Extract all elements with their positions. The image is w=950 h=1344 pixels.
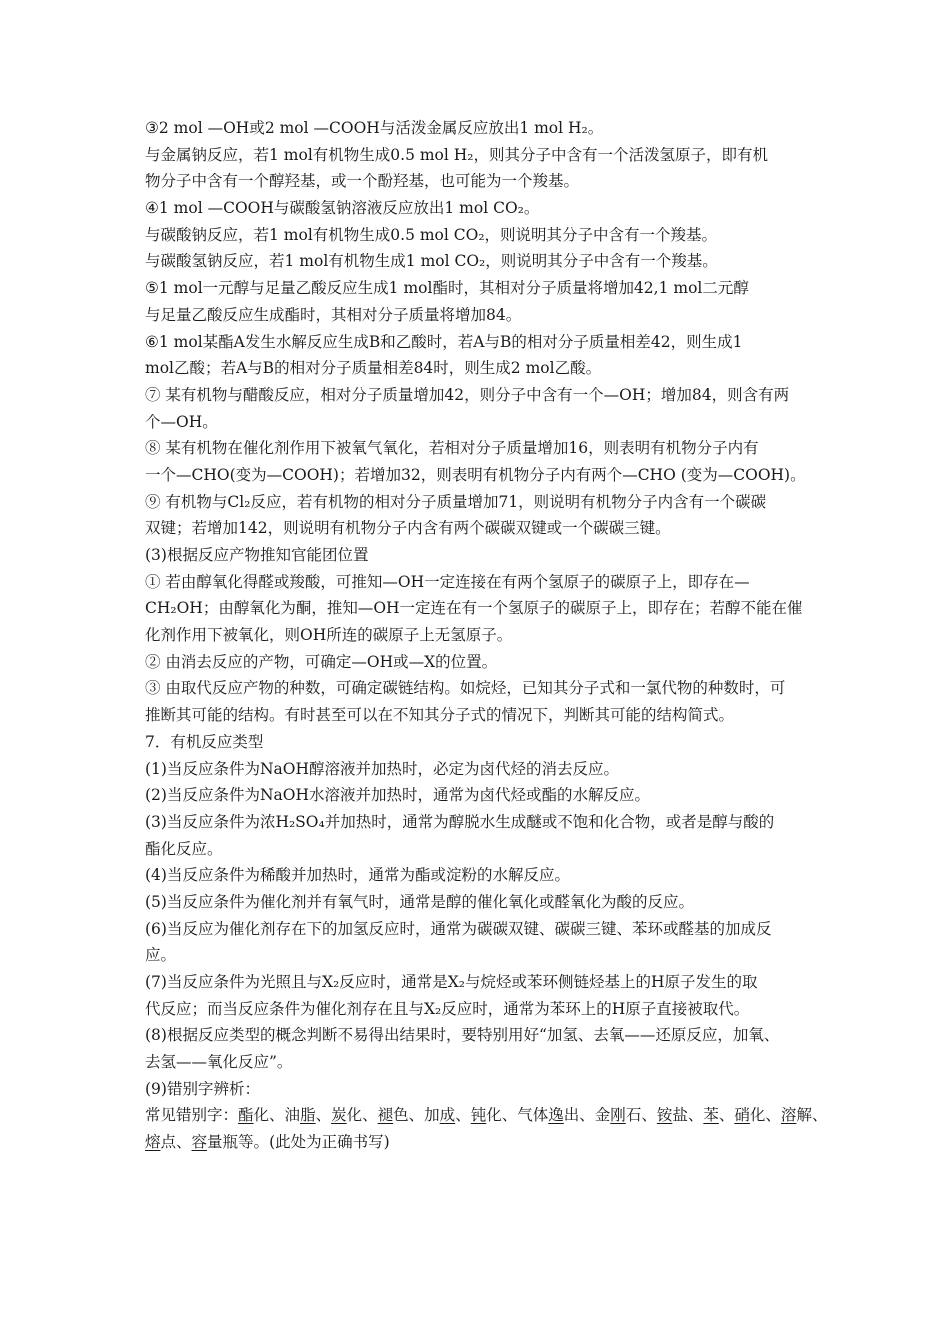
typo-word — [424, 1106, 471, 1124]
typo-word-underlined: 脂 — [300, 1106, 316, 1125]
typo-word-post: 色、 — [393, 1106, 425, 1125]
typo-word — [517, 1106, 595, 1124]
typo-word — [471, 1106, 518, 1124]
text-line: ⑥1 mol某酯A发生水解反应生成B和乙酸时，若A与B的相对分子质量相差42，则生成1 — [145, 332, 743, 351]
text-line: ⑦ 某有机物与醋酸反应，相对分子质量增加42，则分子中含有一个—OH；增加84，则含有两 — [145, 385, 790, 404]
text-line: (8)根据反应类型的概念判断不易得出结果时，要特别用好“加氢、去氧——还原反应，加氧、 — [145, 1026, 780, 1045]
typo-word — [331, 1106, 378, 1124]
document-body — [145, 115, 815, 1102]
text-line: (2)当反应条件为NaOH水溶液并加热时，通常为卤代烃或酯的水解反应。 — [145, 786, 650, 805]
text-line: ⑤1 mol一元醇与足量乙酸反应生成1 mol酯时，其相对分子质量将增加42,1 mol二元醇 — [145, 279, 749, 298]
document-page — [145, 115, 828, 1156]
typo-word — [703, 1106, 734, 1124]
text-line: 个—OH。 — [145, 412, 218, 431]
typo-word-post: 解、 — [796, 1106, 828, 1125]
text-line: ② 由消去反应的产物，可确定—OH或—X的位置。 — [145, 652, 498, 671]
typo-word — [145, 1133, 192, 1151]
typo-word-post: 、 — [315, 1106, 332, 1125]
text-line: ④1 mol —COOH与碳酸氢钠溶液反应放出1 mol CO₂。 — [145, 199, 540, 218]
typo-word-post: 化、 — [749, 1106, 781, 1125]
typo-word-list — [238, 1106, 827, 1124]
typo-word-pre: 气体 — [517, 1106, 549, 1125]
typo-word-pre: 加 — [424, 1106, 440, 1125]
text-line: ③ 由取代反应产物的种数，可确定碳链结构。如烷烃，已知其分子式和一氯代物的种数时，可 — [145, 679, 786, 698]
text-line: 双键；若增加142，则说明有机物分子内含有两个碳碳双键或一个碳碳三键。 — [145, 519, 671, 538]
text-line: ⑧ 某有机物在催化剂作用下被氧气氧化，若相对分子质量增加16，则表明有机物分子内有 — [145, 439, 759, 458]
typo-line-2 — [145, 1129, 815, 1156]
typo-word-underlined: 熔 — [145, 1133, 161, 1152]
text-line: mol乙酸；若A与B的相对分子质量相差84时，则生成2 mol乙酸。 — [145, 359, 602, 378]
typo-word-underlined: 成 — [439, 1106, 456, 1125]
text-line: ③2 mol —OH或2 mol —COOH与活泼金属反应放出1 mol H₂。 — [145, 119, 604, 137]
typo-word-post: 、 — [718, 1106, 735, 1125]
typo-word-post: 化、 — [346, 1106, 378, 1125]
text-line: (5)当反应条件为催化剂并有氧气时，通常是醇的催化氧化或醛氧化为酸的反应。 — [145, 892, 694, 911]
typo-word-underlined: 铵 — [656, 1106, 673, 1125]
typo-word-post: 化、 — [253, 1106, 285, 1125]
typo-word-pre: 油 — [284, 1106, 301, 1125]
typo-word — [657, 1106, 704, 1124]
typo-line-1 — [145, 1102, 828, 1129]
typo-word-post: 点、 — [160, 1133, 192, 1152]
text-line: 与足量乙酸反应生成酯时，其相对分子质量将增加84。 — [145, 305, 522, 324]
text-line: (3)根据反应产物推知官能团位置 — [145, 546, 369, 564]
text-line: (3)当反应条件为浓H₂SO₄并加热时，通常为醇脱水生成醚或不饱和化合物，或者是醇与酸的 — [145, 812, 775, 831]
typo-word — [192, 1133, 270, 1151]
text-line: 酯化反应。 — [145, 839, 223, 858]
text-line: (7)当反应条件为光照且与X₂反应时，通常是X₂与烷烃或苯环侧链烃基上的H原子发生的取 — [145, 973, 758, 991]
typo-word-underlined: 溶 — [780, 1106, 797, 1125]
typo-word-post: 量瓶等。 — [207, 1133, 270, 1152]
text-line: CH₂OH；由醇氧化为酮，推知—OH一定连在有一个氢原子的碳原子上，即存在；若醇不能在催 — [145, 599, 803, 618]
text-line: (4)当反应条件为稀酸并加热时，通常为酯或淀粉的水解反应。 — [145, 866, 570, 885]
text-line: 与碳酸氢钠反应，若1 mol有机物生成1 mol CO₂，则说明其分子中含有一个羧基。 — [145, 252, 718, 271]
text-line: (6)当反应为催化剂存在下的加氢反应时，通常为碳碳双键、碳碳三键、苯环或醛基的加成反 — [145, 919, 772, 938]
text-line: 代反应；而当反应条件为催化剂存在且与X₂反应时，通常为苯环上的H原子直接被取代。 — [145, 999, 750, 1018]
typo-prefix: 常见错别字： — [145, 1106, 239, 1125]
text-line: 物分子中含有一个醇羟基，或一个酚羟基，也可能为一个羧基。 — [145, 172, 580, 191]
text-line: 7．有机反应类型 — [145, 732, 264, 751]
text-line: 化剂作用下被氧化，则OH所连的碳原子上无氢原子。 — [145, 626, 513, 645]
typo-word — [378, 1106, 425, 1124]
typo-word — [238, 1106, 285, 1124]
typo-word-post: 盐、 — [672, 1106, 704, 1125]
typo-word-post: 出、 — [563, 1106, 595, 1125]
typo-word-list-continued — [145, 1133, 269, 1151]
typo-word-underlined: 酯 — [238, 1106, 254, 1125]
typo-word-post: 、 — [455, 1106, 471, 1125]
typo-word-underlined: 苯 — [703, 1106, 719, 1125]
text-line: 与碳酸钠反应，若1 mol有机物生成0.5 mol CO₂，则说明其分子中含有一个羧基。 — [145, 225, 718, 244]
typo-word-underlined: 逸 — [548, 1106, 564, 1125]
text-line: 与金属钠反应，若1 mol有机物生成0.5 mol H₂，则其分子中含有一个活泼氢原子，即有机 — [145, 145, 768, 164]
typo-word-underlined: 褪 — [377, 1106, 394, 1125]
text-line: ⑨ 有机物与Cl₂反应，若有机物的相对分子质量增加71，则说明有机物分子内含有一个碳碳 — [145, 492, 767, 511]
typo-word — [595, 1106, 657, 1124]
typo-word-underlined: 炭 — [331, 1106, 347, 1125]
text-line: 去氢——氧化反应”。 — [145, 1053, 293, 1072]
text-line: (1)当反应条件为NaOH醇溶液并加热时，必定为卤代烃的消去反应。 — [145, 759, 619, 778]
text-line: ① 若由醇氧化得醛或羧酸，可推知—OH一定连接在有两个氢原子的碳原子上，即存在— — [145, 572, 750, 591]
typo-word-post: 石、 — [625, 1106, 657, 1125]
typo-note: (此处为正确书写) — [269, 1133, 390, 1152]
typo-word — [781, 1106, 828, 1124]
typo-word-underlined: 刚 — [610, 1106, 626, 1125]
typo-word — [734, 1106, 781, 1124]
text-line: 一个—CHO(变为—COOH)；若增加32，则表明有机物分子内有两个—CHO (变为—COOH)。 — [145, 465, 806, 484]
text-line: (9)错别字辨析： — [145, 1079, 260, 1098]
text-line: 推断其可能的结构。有时甚至可以在不知其分子式的情况下，判断其可能的结构简式。 — [145, 706, 735, 725]
typo-word — [285, 1106, 332, 1124]
typo-word-underlined: 钝 — [470, 1106, 487, 1125]
typo-word-underlined: 硝 — [734, 1106, 750, 1125]
typo-word-underlined: 容 — [191, 1133, 208, 1152]
text-line: 应。 — [145, 946, 177, 965]
typo-word-pre: 金 — [594, 1106, 611, 1125]
typo-word-post: 化、 — [486, 1106, 518, 1125]
